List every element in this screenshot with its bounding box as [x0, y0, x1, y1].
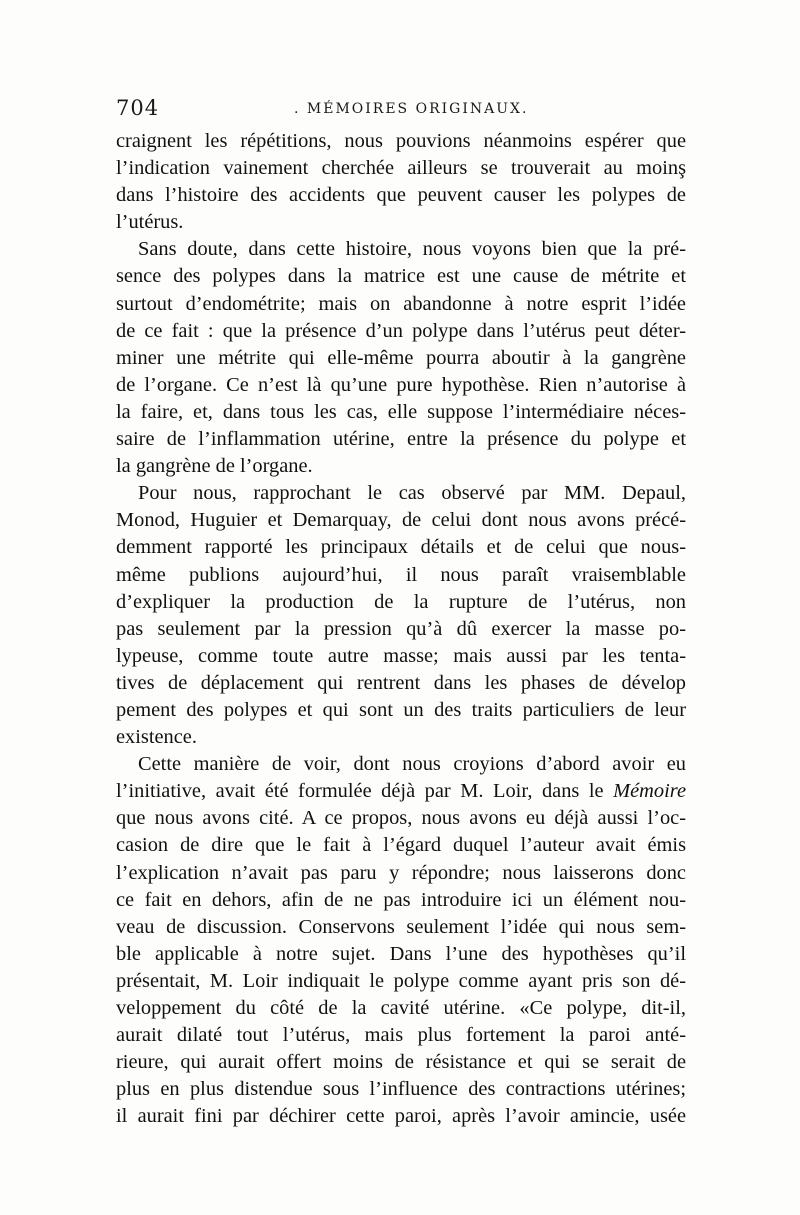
text-line: miner une métrite qui elle-même pourra aboutir à la gangrène [116, 346, 686, 369]
text-line: que nous avons cité. A ce propos, nous avons eu déjà aussi l’oc- [116, 807, 686, 830]
text-line: plus en plus distendue sous l’influence des contractions utérines; [116, 1078, 686, 1101]
text-line: pas seulement par la pression qu’à dû exercer la masse po- [116, 617, 686, 640]
text-line: même publions aujourd’hui, il nous paraît vraisemblable [116, 563, 686, 586]
text-line: ce fait en dehors, afin de ne pas introduire ici un élément nou- [116, 888, 686, 911]
text-line: veau de discussion. Conservons seulement l’idée qui nous sem- [116, 915, 686, 938]
text-line: dans l’histoire des accidents que peuvent causer les polypes de [116, 184, 686, 207]
text-line: Pour nous, rapprochant le cas observé par MM. Depaul, [138, 482, 686, 505]
text-line: sence des polypes dans la matrice est une cause de métrite et [116, 265, 686, 288]
text-line: de l’organe. Ce n’est là qu’une pure hypothèse. Rien n’autorise à [116, 373, 686, 396]
text-line-segment: l’initiative, avait été formulée déjà par M. Loir, dans le [116, 780, 604, 803]
text-line: il aurait fini par déchirer cette paroi, après l’avoir amincie, usée [116, 1105, 686, 1128]
text-line: Sans doute, dans cette histoire, nous voyons bien que la pré- [138, 238, 686, 261]
running-title: . MÉMOIRES ORIGINAUX. [294, 101, 529, 117]
text-line: tives de déplacement qui rentrent dans les phases de dévelop [116, 671, 686, 694]
text-line: aurait dilaté tout l’utérus, mais plus fortement la paroi anté- [116, 1024, 686, 1047]
text-line: Cette manière de voir, dont nous croyions d’abord avoir eu [138, 753, 686, 776]
text-line: veloppement du côté de la cavité utérine. «Ce polype, dit-il, [116, 997, 686, 1019]
text-line: l’utérus. [116, 211, 184, 234]
body-text [116, 128, 686, 1130]
text-line: rieure, qui aurait offert moins de résistance et qui se serait de [116, 1051, 686, 1074]
text-line: la gangrène de l’organe. [116, 455, 313, 478]
text-line: lypeuse, comme toute autre masse; mais aussi par les tenta- [116, 644, 686, 667]
text-line: craignent les répétitions, nous pouvions néanmoins espérer que [116, 130, 686, 152]
text-line: l’indication vainement cherchée ailleurs se trouverait au moinş [116, 157, 686, 180]
text-line-with-italic [116, 778, 686, 805]
text-line: Monod, Huguier et Demarquay, de celui dont nous avons précé- [116, 509, 686, 532]
text-line: présentait, M. Loir indiquait le polype comme ayant pris son dé- [116, 969, 686, 992]
text-line: saire de l’inflammation utérine, entre la présence du polype et [116, 428, 686, 451]
text-line: casion de dire que le fait à l’égard duquel l’auteur avait émis [116, 834, 686, 857]
text-line: la faire, et, dans tous les cas, elle suppose l’intermédiaire néces- [116, 400, 686, 423]
text-line: demment rapporté les principaux détails et de celui que nous- [116, 536, 686, 559]
text-line: ble applicable à notre sujet. Dans l’une des hypothèses qu’il [116, 942, 686, 965]
text-line: d’expliquer la production de la rupture de l’utérus, non [116, 590, 686, 613]
italic-word: Mémoire [613, 780, 686, 803]
text-line: existence. [116, 726, 197, 749]
text-line: pement des polypes et qui sont un des traits particuliers de leur [116, 698, 686, 721]
page-number: 704 [116, 96, 160, 120]
page-header [116, 96, 686, 126]
text-line: l’explication n’avait pas paru y répondre; nous laisserons donc [116, 861, 686, 884]
text-line: surtout d’endométrite; mais on abandonne à notre esprit l’idée [116, 292, 686, 315]
text-line: de ce fait : que la présence d’un polype dans l’utérus peut déter- [116, 319, 686, 342]
